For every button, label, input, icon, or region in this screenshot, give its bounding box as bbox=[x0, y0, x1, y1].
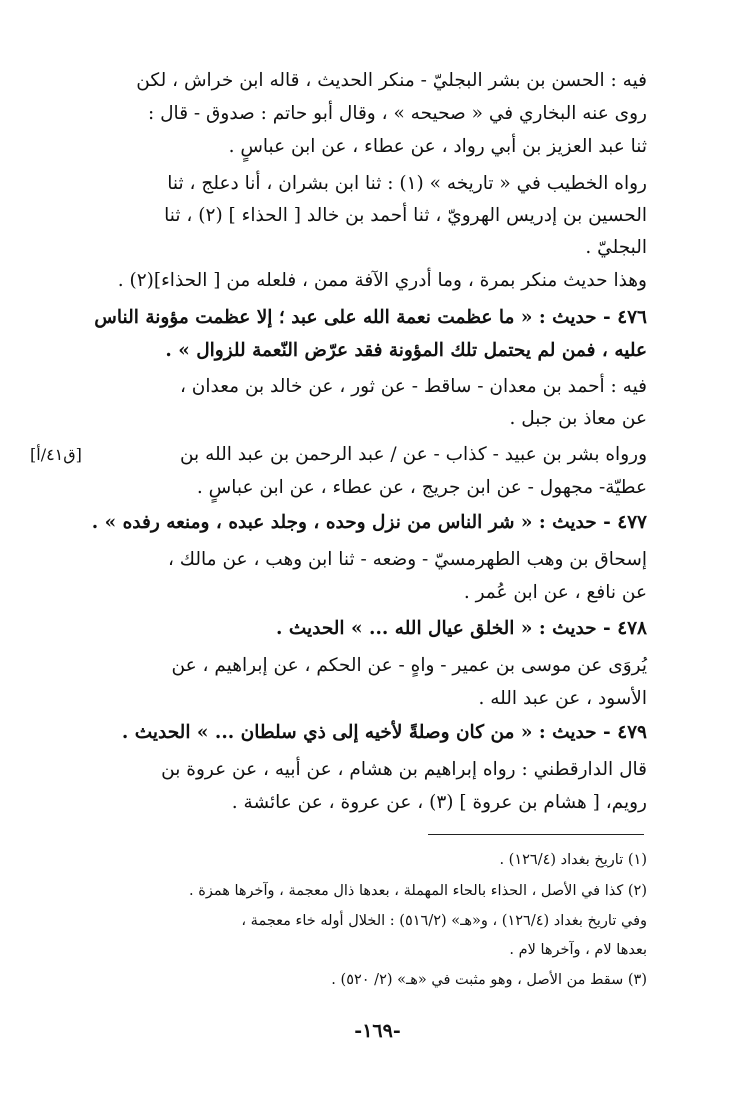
page-number: -١٦٩- bbox=[354, 1020, 401, 1042]
hadith-478-heading: ٤٧٨ - حديث : « الخلق عيال الله ... » الحديث . bbox=[275, 618, 647, 639]
footnote-3: (٣) سقط من الأصل ، وهو مثبت في «هـ» (٢/ ٥٢٠) . bbox=[331, 972, 647, 988]
footnote-divider bbox=[428, 834, 644, 835]
hadith-476-text: عليه ، فمن لم يحتمل تلك المؤونة فقد عرّض النّعمة للزوال » . bbox=[165, 340, 647, 361]
manuscript-folio-note: [ق٤١/أ] bbox=[30, 445, 82, 464]
text-line: الحسين بن إدريس الهرويّ ، ثنا أحمد بن خالد [ الحذاء ] (٢) ، ثنا bbox=[164, 205, 647, 226]
text-line: البجليّ . bbox=[585, 237, 647, 258]
text-line: فيه : أحمد بن معدان - ساقط - عن ثور ، عن خالد بن معدان ، bbox=[179, 376, 647, 397]
footnote-2-continued: وفي تاريخ بغداد (١٢٦/٤) ، و«هـ» (٥١٦/٢) : الخلال أوله خاء معجمة ، bbox=[241, 913, 647, 929]
footnote-1: (١) تاريخ بغداد (١٢٦/٤) . bbox=[499, 852, 647, 868]
footnote-2-continued: بعدها لام ، وآخرها لام . bbox=[509, 942, 647, 958]
text-line: رويم، [ هشام بن عروة ] (٣) ، عن عروة ، عن عائشة . bbox=[231, 792, 647, 813]
text-line: روى عنه البخاري في « صحيحه » ، وقال أبو حاتم : صدوق - قال : bbox=[148, 103, 647, 124]
text-line: إسحاق بن وهب الطهرمسيّ - وضعه - ثنا ابن وهب ، عن مالك ، bbox=[167, 549, 647, 570]
text-line: رواه الخطيب في « تاريخه » (١) : ثنا ابن بشران ، أنا دعلج ، ثنا bbox=[167, 173, 647, 194]
hadith-477-heading: ٤٧٧ - حديث : « شر الناس من نزل وحده ، وجلد عبده ، ومنعه رفده » . bbox=[91, 512, 647, 533]
text-line: فيه : الحسن بن بشر البجليّ - منكر الحديث ، قاله ابن خراش ، لكن bbox=[136, 70, 647, 91]
text-line: عطيّة- مجهول - عن ابن جريج ، عن عطاء ، عن ابن عباسٍ . bbox=[196, 477, 647, 498]
text-line: ورواه بشر بن عبيد - كذاب - عن / عبد الرحمن بن عبد الله بن bbox=[179, 444, 647, 465]
text-line: عن نافع ، عن ابن عُمر . bbox=[463, 582, 647, 603]
hadith-479-heading: ٤٧٩ - حديث : « من كان وصلةً لأخيه إلى ذي سلطان ... » الحديث . bbox=[121, 722, 647, 743]
footnote-2: (٢) كذا في الأصل ، الحذاء بالحاء المهملة ، بعدها ذال معجمة ، وآخرها همزة . bbox=[189, 883, 647, 899]
text-line: يُروَى عن موسى بن عمير - واهٍ - عن الحكم ، عن إبراهيم ، عن bbox=[171, 655, 647, 676]
text-line: قال الدارقطني : رواه إبراهيم بن هشام ، عن أبيه ، عن عروة بن bbox=[161, 759, 647, 780]
text-line: ثنا عبد العزيز بن أبي رواد ، عن عطاء ، عن ابن عباسٍ . bbox=[228, 136, 647, 157]
text-line: الأسود ، عن عبد الله . bbox=[478, 688, 647, 709]
text-line: عن معاذ بن جبل . bbox=[509, 408, 647, 429]
hadith-476-heading: ٤٧٦ - حديث : « ما عظمت نعمة الله على عبد ؛ إلا عظمت مؤونة الناس bbox=[94, 307, 647, 328]
text-line: وهذا حديث منكر بمرة ، وما أدري الآفة ممن ، فلعله من [ الحذاء](٢) . bbox=[117, 270, 647, 291]
